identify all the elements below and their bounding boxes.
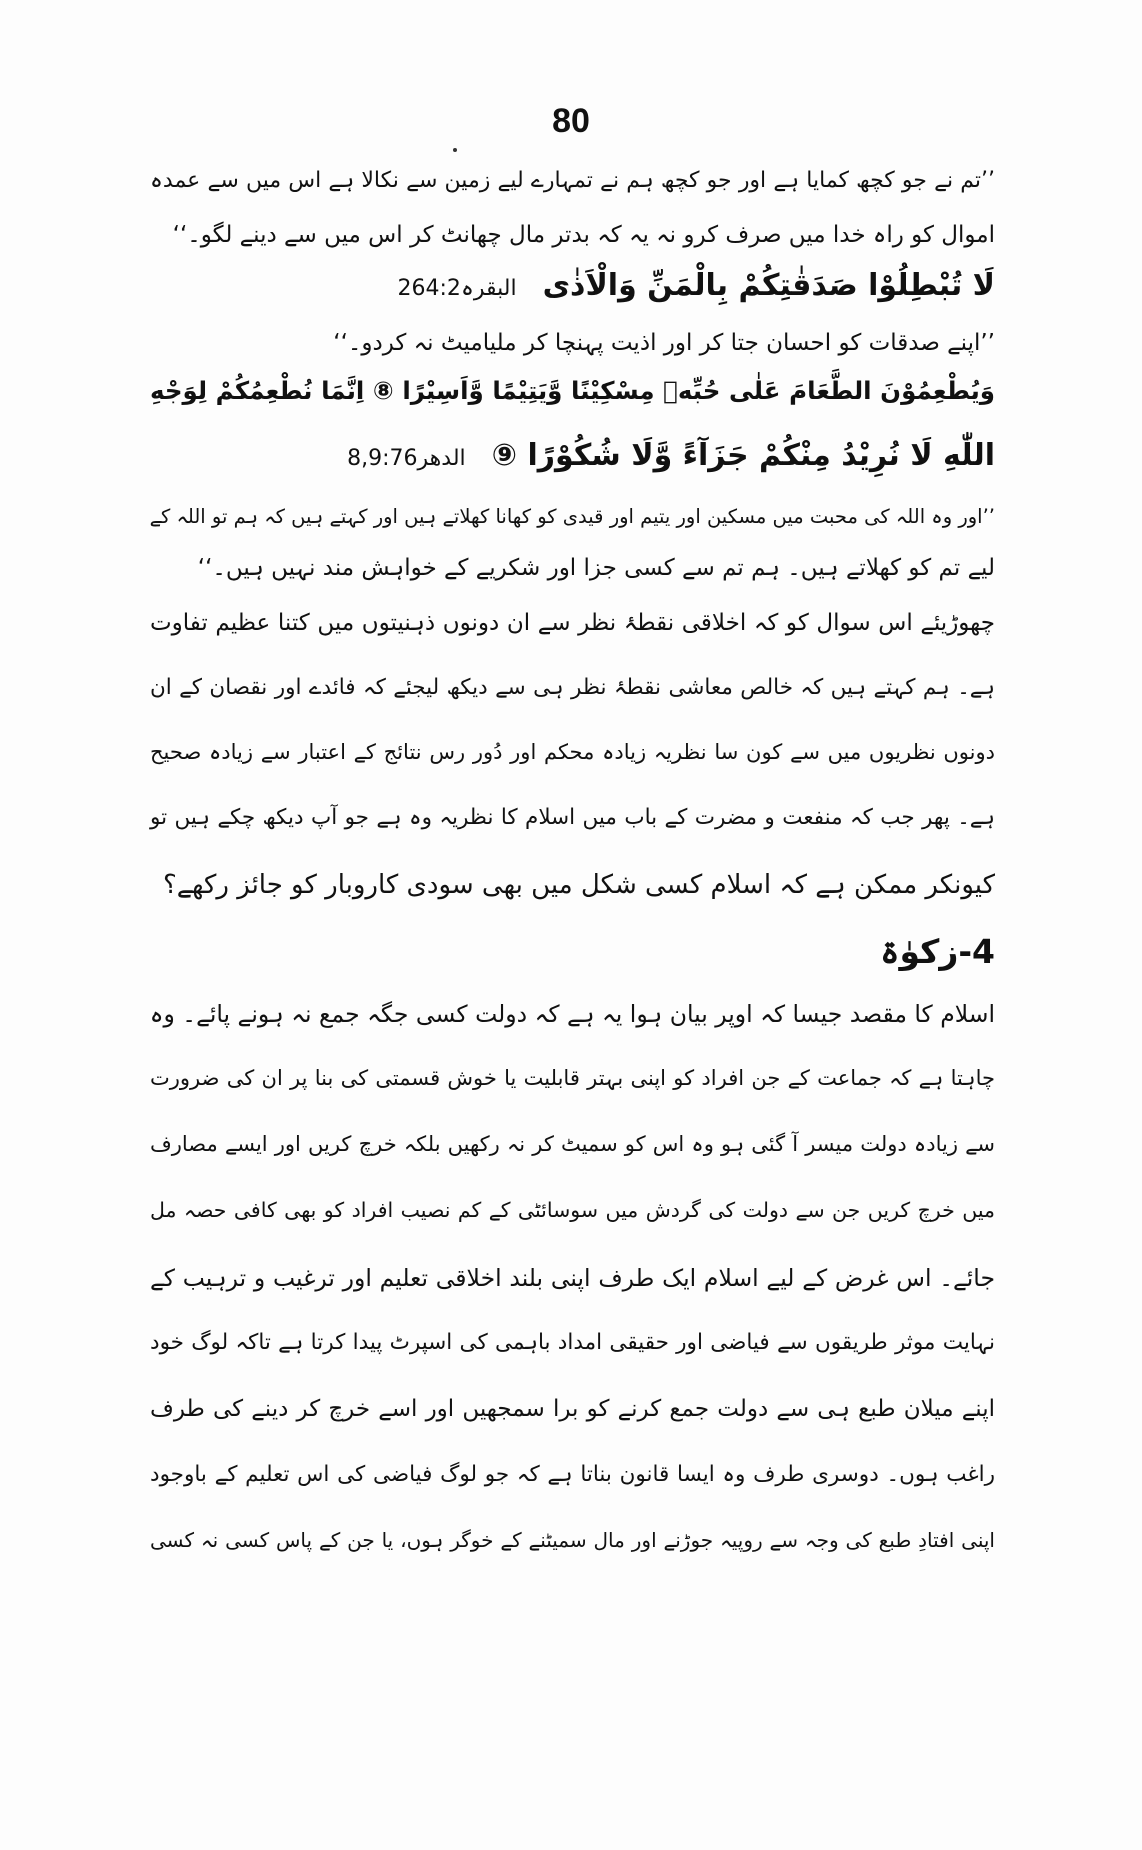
paragraph1-line-3: دونوں نظریوں میں سے کون سا نظریہ زیادہ محکم اور دُور رس نتائج کے اعتبار سے زیادہ صحیح <box>150 740 995 764</box>
paragraph1-line-5: کیونکر ممکن ہے کہ اسلام کسی شکل میں بھی سودی کاروبار کو جائز رکھے؟ <box>163 870 995 900</box>
ayah2-text: اللّٰهِ لَا نُرِيْدُ مِنْكُمْ جَزَآءً وَّلَا شُكُوْرًا ⑨ <box>491 438 995 473</box>
quote3-line-2: لیے تم کو کھلاتے ہیں۔ ہم تم سے کسی جزا اور شکریے کے خواہش مند نہیں ہیں۔‘‘ <box>197 555 995 581</box>
paragraph2-line-9: اپنی افتادِ طبع کی وجہ سے روپیہ جوڑنے اور مال سمیٹنے کے خوگر ہوں، یا جن کے پاس کسی نہ کسی <box>150 1528 995 1552</box>
paragraph2-line-4: میں خرچ کریں جن سے دولت کی گردش میں سوسائٹی کے کم نصیب افراد کو بھی کافی حصہ مل <box>150 1198 995 1222</box>
paragraph2-line-7: اپنے میلان طبع ہی سے دولت جمع کرنے کو برا سمجھیں اور اسے خرچ کر دینے کی طرف <box>150 1396 995 1422</box>
paragraph2-line-1: اسلام کا مقصد جیسا کہ اوپر بیان ہوا یہ ہے کہ دولت کسی جگہ جمع نہ ہونے پائے۔ وہ <box>149 1000 995 1028</box>
paragraph2-line-3: سے زیادہ دولت میسر آ گئی ہو وہ اس کو سمیٹ کر نہ رکھیں بلکہ خرچ کریں اور ایسے مصارف <box>150 1132 995 1156</box>
page-number: 80 <box>552 102 590 140</box>
ayah1-line <box>150 268 995 303</box>
quote1-line-2: اموال کو راہ خدا میں صرف کرو نہ یہ کہ بدتر مال چھانٹ کر اس میں سے دینے لگو۔‘‘ <box>172 222 995 248</box>
paragraph2-line-2: چاہتا ہے کہ جماعت کے جن افراد کو اپنی بہتر قابلیت یا خوش قسمتی کی بنا پر ان کی ضرورت <box>150 1066 995 1090</box>
quote3-line-1: ’’اور وہ اللہ کی محبت میں مسکین اور یتیم اور قیدی کو کھانا کھلاتے ہیں اور کہتے ہیں کہ ہم تو اللہ کے <box>149 505 995 528</box>
ayah2-reference: الدھر8,9:76 <box>347 446 466 471</box>
quote2-line: ’’اپنے صدقات کو احسان جتا کر اور اذیت پہنچا کر ملیامیٹ نہ کردو۔‘‘ <box>333 330 995 356</box>
ayah2-line-1: وَيُطْعِمُوْنَ الطَّعَامَ عَلٰى حُبِّهٖ مِسْكِيْنًا وَّيَتِيْمًا وَّاَسِيْرًا ⑧ اِنَّمَا نُطْعِمُكُمْ لِوَجْهِ <box>150 376 995 405</box>
ayah2-line-2 <box>150 438 995 473</box>
ayah1-reference: البقرہ264:2 <box>397 276 517 301</box>
paragraph1-line-2: ہے۔ ہم کہتے ہیں کہ خالص معاشی نقطۂ نظر ہی سے دیکھ لیجئے کہ فائدے اور نقصان کے ان <box>150 675 995 700</box>
ayah1-text: لَا تُبْطِلُوْا صَدَقٰتِكُمْ بِالْمَنِّ وَالْاَذٰى <box>542 268 995 303</box>
paragraph2-line-6: نہایت موثر طریقوں سے فیاضی اور حقیقی امداد باہمی کی اسپرٹ پیدا کرتا ہے تاکہ لوگ خود <box>150 1330 995 1355</box>
ink-dot <box>453 148 457 152</box>
section-heading: 4-زکوٰۃ <box>880 932 995 971</box>
paragraph2-line-8: راغب ہوں۔ دوسری طرف وہ ایسا قانون بناتا ہے کہ جو لوگ فیاضی کی اس تعلیم کے باوجود <box>150 1462 995 1487</box>
paragraph2-line-5: جائے۔ اس غرض کے لیے اسلام ایک طرف اپنی بلند اخلاقی تعلیم اور ترغیب و ترہیب کے <box>150 1264 995 1292</box>
paragraph1-line-1: چھوڑیئے اس سوال کو کہ اخلاقی نقطۂ نظر سے ان دونوں ذہنیتوں میں کتنا عظیم تفاوت <box>150 610 995 636</box>
quote1-line-1: ’’تم نے جو کچھ کمایا ہے اور جو کچھ ہم نے تمہارے لیے زمین سے نکالا ہے اس میں سے عمدہ <box>150 168 995 193</box>
paragraph1-line-4: ہے۔ پھر جب کہ منفعت و مضرت کے باب میں اسلام کا نظریہ وہ ہے جو آپ دیکھ چکے ہیں تو <box>150 805 995 830</box>
